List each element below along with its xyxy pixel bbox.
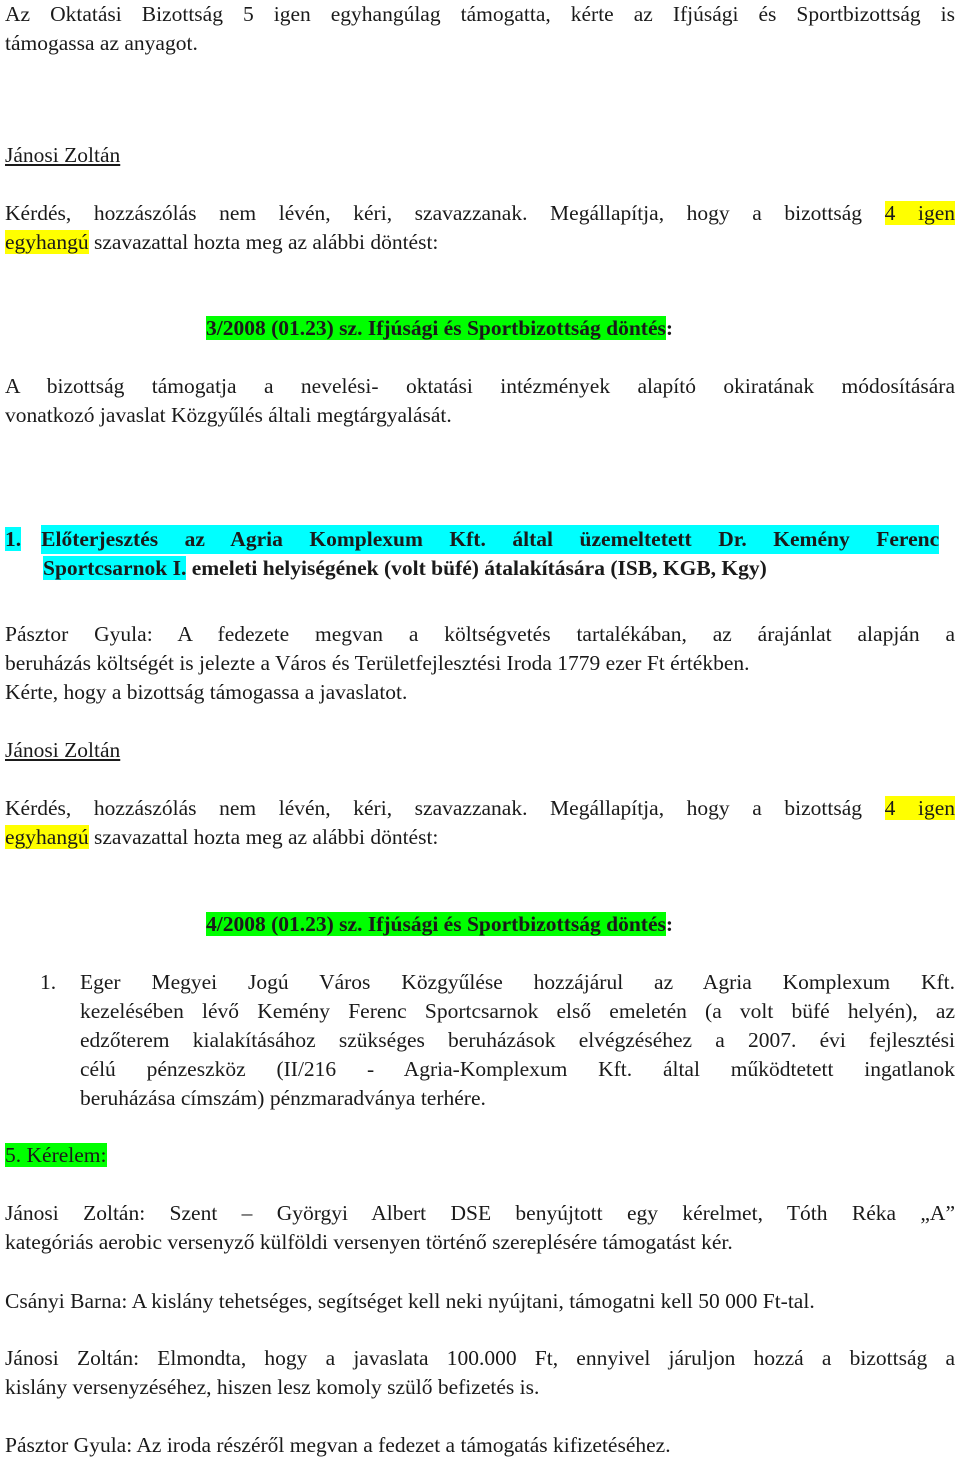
paragraph-line: kategóriás aerobic versenyző külföldi versenyen történő szereplésére támogatást kér.	[5, 1230, 733, 1254]
agenda-item-1	[5, 525, 955, 583]
agenda-heading-text: 5. Kérelem:	[5, 1143, 107, 1167]
csanyi-comment	[5, 1287, 955, 1316]
decision-text	[5, 372, 955, 430]
paragraph-line: A bizottság támogatja a nevelési- oktatási intézmények alapító okiratának módosítására	[5, 374, 955, 398]
pasztor-comment	[5, 620, 955, 707]
agenda-item-5-heading	[5, 1141, 955, 1170]
paragraph-line: Kérdés, hozzászólás nem lévén, kéri, szavazzanak. Megállapítja, hogy a bizottság 4 igen	[5, 201, 955, 225]
decision-heading: 3/2008 (01.23) sz. Ifjúsági és Sportbizottság döntés:	[206, 316, 674, 340]
paragraph-line: vonatkozó javaslat Közgyűlés általi megtárgyalását.	[5, 403, 452, 427]
paragraph-line: Pásztor Gyula: Az iroda részéről megvan a fedezet a támogatás kifizetéséhez.	[5, 1433, 671, 1457]
paragraph-line: Pásztor Gyula: A fedezete megvan a költségvetés tartalékában, az árajánlat alapján a	[5, 622, 955, 646]
vote-paragraph	[5, 794, 955, 852]
decision-number: 3/2008 (01.23) sz. Ifjúsági és Sportbizottság döntés	[206, 316, 666, 340]
highlight-votes: 4 igen	[884, 201, 955, 225]
decision-heading: 4/2008 (01.23) sz. Ifjúsági és Sportbizottság döntés:	[206, 912, 674, 936]
vote-paragraph	[5, 199, 955, 257]
paragraph-line: támogassa az anyagot.	[5, 31, 198, 55]
agenda-line: 1. Előterjesztés az Agria Komplexum Kft. által üzemeltetett Dr. Kemény Ferenc	[5, 525, 955, 554]
pasztor-funding-comment	[5, 1431, 955, 1460]
paragraph-line: Jánosi Zoltán: Szent – Györgyi Albert DSE benyújtott egy kérelmet, Tóth Réka „A”	[5, 1201, 955, 1225]
highlight-unanimous: egyhangú	[5, 825, 89, 849]
paragraph-line: Csányi Barna: A kislány tehetséges, segítséget kell neki nyújtani, támogatni kell 50 000 Ft-tal.	[5, 1289, 815, 1313]
paragraph-line: kislány versenyzéséhez, hiszen lesz komoly szülő befizetés is.	[5, 1375, 540, 1399]
list-body: Eger Megyei Jogú Város Közgyűlése hozzájárul az Agria Komplexum Kft. kezelésében lévő Kemény Ferenc Sportcsarnok első emeletén (a volt büfé helyén), az edzőterem kialakításához szükséges beruházások elvégzéséhez a 2007. évi fejlesztési célú pénzeszköz (II/216 - Agria-Komplexum Kft. által működtetett ingatlanok beruházása címszám) pénzmaradványa terhére.	[80, 970, 955, 1110]
paragraph-line: egyhangú szavazattal hozta meg az alábbi döntést:	[5, 825, 439, 849]
janosi-comment	[5, 1199, 955, 1257]
highlight-votes: 4 igen	[884, 796, 955, 820]
paragraph-line: beruházás költségét is jelezte a Város és Területfejlesztési Iroda 1779 ezer Ft értékben.	[5, 651, 750, 675]
paragraph-line: Az Oktatási Bizottság 5 igen egyhangúlag támogatta, kérte az Ifjúsági és Sportbizottság is	[5, 2, 955, 26]
agenda-number: 1.	[5, 527, 22, 551]
paragraph-line: Jánosi Zoltán: Elmondta, hogy a javaslata 100.000 Ft, ennyivel járuljon hozzá a bizottság a	[5, 1346, 955, 1370]
agenda-line: Sportcsarnok I. emeleti helyiségének (volt büfé) átalakítására (ISB, KGB, Kgy)	[43, 556, 767, 580]
paragraph-line: Kérte, hogy a bizottság támogassa a javaslatot.	[5, 680, 408, 704]
decision-list-item	[40, 968, 955, 1113]
paragraph-line: egyhangú szavazattal hozta meg az alábbi döntést:	[5, 230, 439, 254]
paragraph-line: Kérdés, hozzászólás nem lévén, kéri, szavazzanak. Megállapítja, hogy a bizottság 4 igen	[5, 796, 955, 820]
list-number: 1.	[40, 970, 57, 994]
speaker-name	[5, 736, 955, 765]
speaker-name-text: Jánosi Zoltán	[5, 143, 121, 167]
highlight-unanimous: egyhangú	[5, 230, 89, 254]
oktatasi-bizottsag-paragraph	[5, 0, 955, 58]
janosi-proposal	[5, 1344, 955, 1402]
speaker-name-text: Jánosi Zoltán	[5, 738, 121, 762]
speaker-name	[5, 141, 955, 170]
decision-number: 4/2008 (01.23) sz. Ifjúsági és Sportbizottság döntés	[206, 912, 666, 936]
